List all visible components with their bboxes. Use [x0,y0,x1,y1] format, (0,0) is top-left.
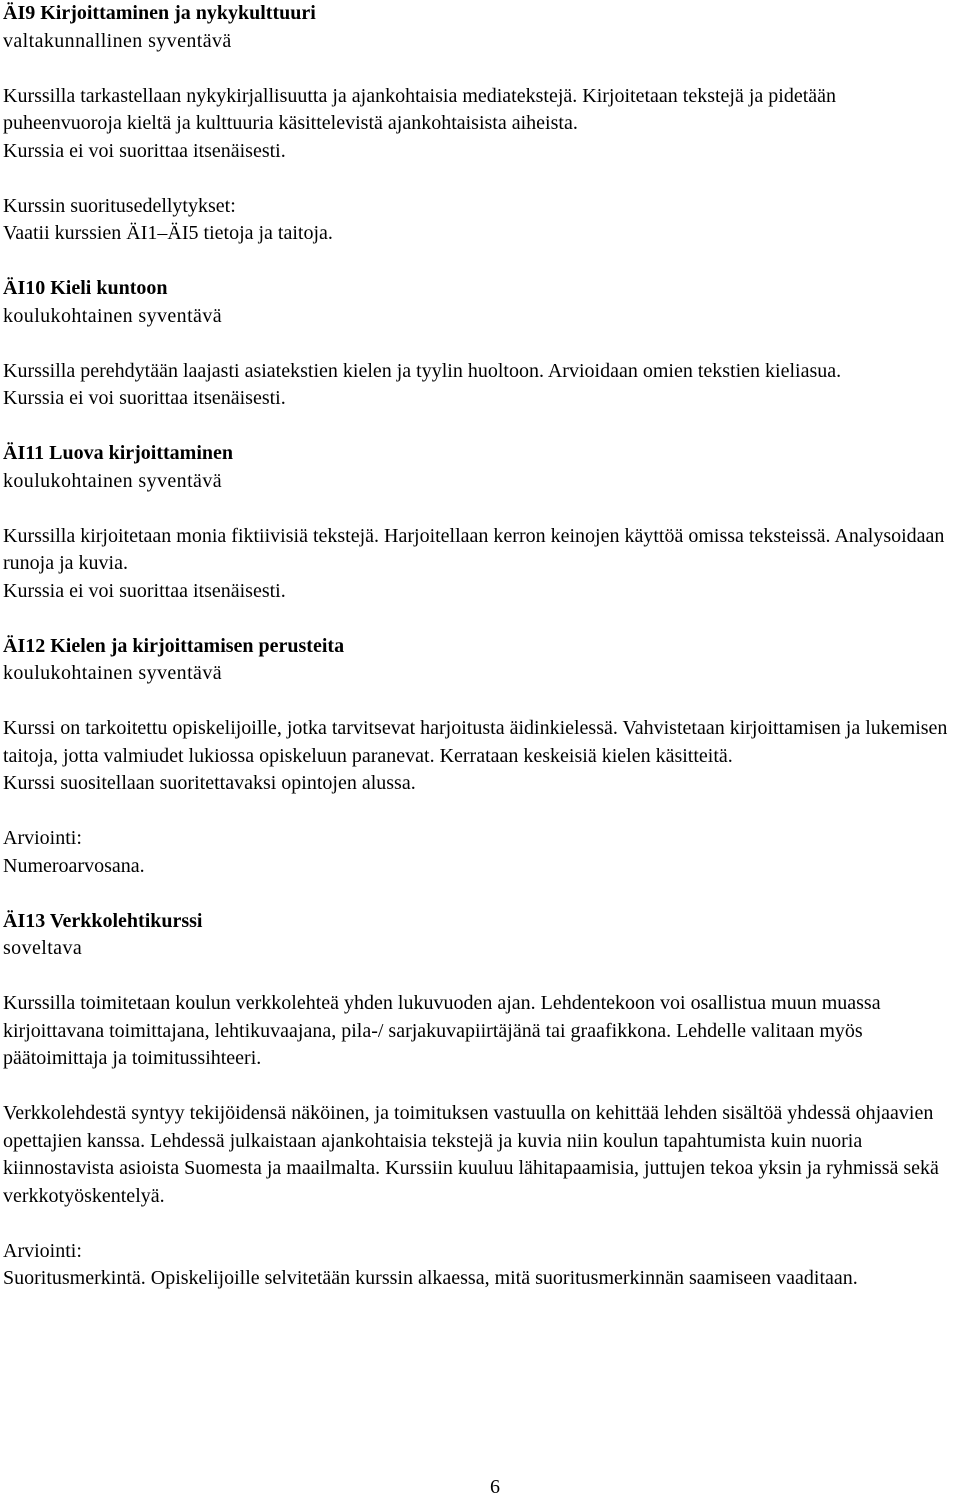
course-title: ÄI9 Kirjoittaminen ja nykykulttuuri [3,2,316,24]
course-description: Kurssilla toimitetaan koulun verkkolehteä yhden lukuvuoden ajan. Lehdentekoon voi osallistua muun muassa kirjoittavana toimittajana, lehtikuvaajana, pila-/ sarjakuvapiirtäjänä tai graafikkona. Lehdelle valitaan myös päätoimittaja ja toimitussihteeri. [3,992,881,1069]
page-number: 6 [490,1476,500,1498]
spacer [3,165,957,193]
assessment-text: Suoritusmerkintä. Opiskelijoille selvitetään kurssin alkaessa, mitä suoritusmerkinnän saamiseen vaaditaan. [3,1267,858,1289]
course-title: ÄI13 Verkkolehtikurssi [3,909,203,932]
spacer [3,605,957,633]
course-description: Kurssi on tarkoitettu opiskelijoille, jotka tarvitsevat harjoitusta äidinkielessä. Vahvistetaan kirjoittamisen ja lukemisen taitoja, jotta valmiudet lukiossa opiskeluun paranevat. Kerrataan keskeisiä kielen käsitteitä. [3,717,948,767]
prerequisites-label: Kurssin suoritusedellytykset: [3,194,236,217]
course-type: koulukohtainen syventävä [3,304,222,327]
course-description-2: Verkkolehdestä syntyy tekijöidensä näköinen, ja toimituksen vastuulla on kehittää lehden sisältöä yhdessä ohjaavien opettajien kanssa. Lehdessä julkaistaan ajankohtaisia tekstejä ja kuvia niin koulun tapahtumista kuin nuoria kiinnostavista asioista Suomesta ja maailmalta. Kurssiin kuuluu lähitapaamisia, juttujen tekoa yksin ja ryhmissä sekä verkkotyöskentelyä. [3,1102,939,1207]
course-title: ÄI11 Luova kirjoittaminen [3,442,234,464]
spacer [3,1073,957,1101]
course-ai12 [3,633,957,908]
course-type: valtakunnallinen syventävä [3,29,232,52]
prerequisites-text: Vaatii kurssien ÄI1–ÄI5 tietoja ja taitoja. [3,222,333,244]
course-ai13 [3,908,957,1293]
spacer [3,688,957,716]
spacer [3,798,957,826]
course-description: Kurssilla perehdytään laajasti asiatekstien kielen ja tyylin huoltoon. Arvioidaan omien tekstien kieliasua. [3,359,842,382]
spacer [3,495,957,523]
assessment-label: Arviointi: [3,1239,82,1262]
course-description: Kurssilla tarkastellaan nykykirjallisuutta ja ajankohtaisia mediatekstejä. Kirjoitetaan tekstejä ja pidetään puheenvuoroja kieltä ja kulttuuria käsittelevistä ajankohtaisista aiheista. [3,84,837,134]
course-title: ÄI10 Kieli kuntoon [3,277,168,299]
course-ai9 [3,0,957,275]
course-note: Kurssia ei voi suorittaa itsenäisesti. [3,387,286,409]
spacer [3,963,957,991]
course-note: Kurssia ei voi suorittaa itsenäisesti. [3,579,286,602]
course-title: ÄI12 Kielen ja kirjoittamisen perusteita [3,634,345,657]
spacer [3,248,957,276]
course-note: Kurssi suositellaan suoritettavaksi opintojen alussa. [3,772,416,794]
page-content [3,0,957,1293]
assessment-label: Arviointi: [3,827,82,849]
course-type: koulukohtainen syventävä [3,662,222,684]
course-note: Kurssia ei voi suorittaa itsenäisesti. [3,139,286,162]
assessment-text: Numeroarvosana. [3,854,145,877]
spacer [3,880,957,908]
course-ai11 [3,440,957,633]
spacer [3,1210,957,1238]
course-type: koulukohtainen syventävä [3,469,222,492]
spacer [3,55,957,83]
course-description: Kurssilla kirjoitetaan monia fiktiivisiä tekstejä. Harjoitellaan kerron keinojen käyttöä omissa teksteissä. Analysoidaan runoja ja kuvia. [3,524,945,574]
course-type: soveltava [3,937,83,959]
course-ai10 [3,275,957,440]
spacer [3,413,957,441]
spacer [3,330,957,358]
